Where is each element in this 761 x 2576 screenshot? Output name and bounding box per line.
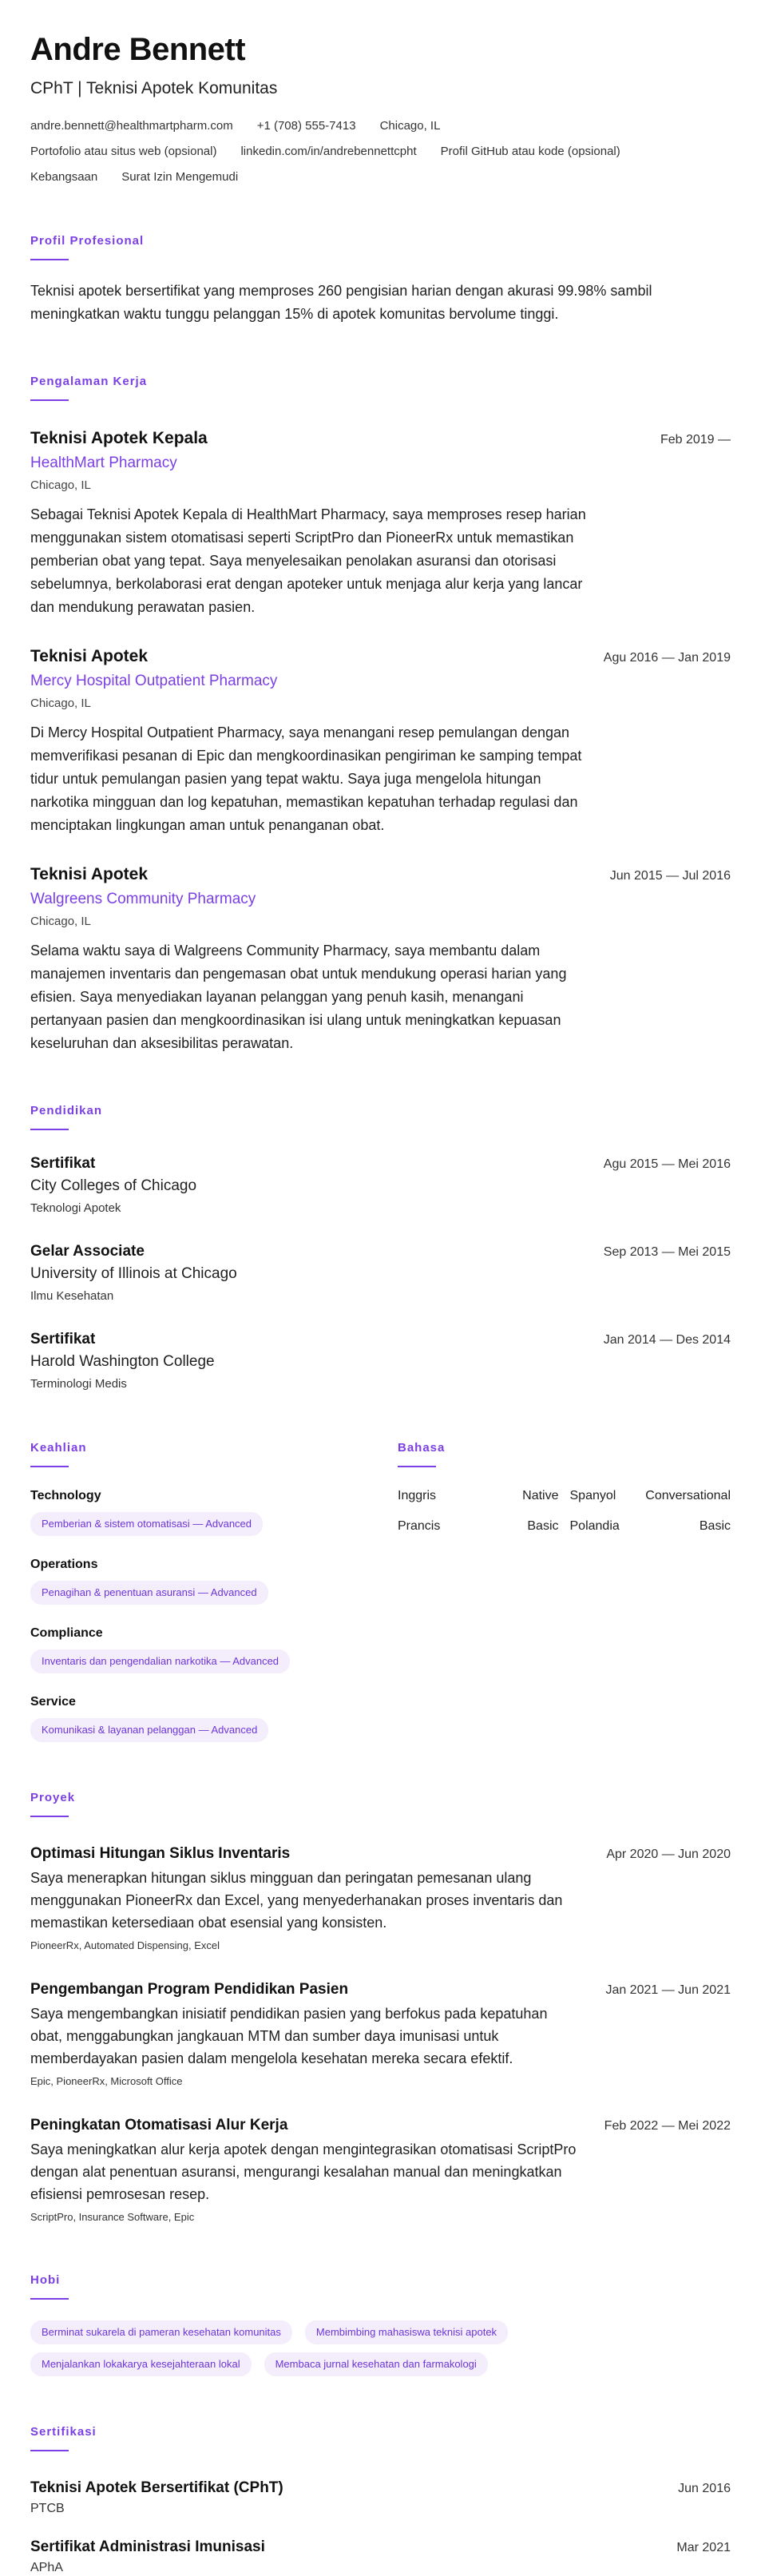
language-name: Spanyol bbox=[569, 1489, 616, 1502]
company-name: Mercy Hospital Outpatient Pharmacy bbox=[30, 673, 278, 689]
section-title: Bahasa bbox=[398, 1441, 446, 1455]
job-date: Agu 2016 — Jan 2019 bbox=[603, 651, 731, 665]
language-item bbox=[570, 1518, 731, 1534]
certification-entry bbox=[30, 2538, 731, 2576]
skill-chip: Penagihan & penentuan asuransi — Advanced bbox=[30, 1581, 268, 1605]
project-tech: PioneerRx, Automated Dispensing, Excel bbox=[30, 1939, 220, 1951]
job-date: Jun 2015 — Jul 2016 bbox=[609, 869, 731, 883]
certification-issuer: APhA bbox=[30, 2561, 63, 2574]
project-date: Jan 2021 — Jun 2021 bbox=[605, 1983, 731, 1997]
certification-date: Jun 2016 bbox=[678, 2482, 731, 2495]
project-tech: ScriptPro, Insurance Software, Epic bbox=[30, 2211, 195, 2223]
job-description: Sebagai Teknisi Apotek Kepala di HealthMart Pharmacy, saya memproses resep harian menggunakan sistem otomatisasi seperti ScriptPro dan PioneerRx untuk memastikan pemberian obat yang tepat. Saya menyelesaikan penolakan asuransi dan otorisasi sebelumnya, berkolaborasi erat dengan apoteker untuk menjaga alur kerja yang lancar dan mendukung perawatan pasien. bbox=[30, 506, 586, 615]
skill-category: Technology bbox=[30, 1489, 101, 1502]
degree: Sertifikat bbox=[30, 1155, 96, 1172]
field-of-study: Teknologi Apotek bbox=[30, 1201, 121, 1215]
education-date: Sep 2013 — Mei 2015 bbox=[603, 1245, 731, 1259]
certifications-section bbox=[30, 2424, 731, 2576]
skill-group bbox=[30, 1557, 398, 1605]
section-divider bbox=[398, 1466, 436, 1467]
summary-section bbox=[30, 233, 731, 326]
language-level: Basic bbox=[527, 1519, 559, 1533]
language-level: Native bbox=[522, 1489, 559, 1502]
summary-text: Teknisi apotek bersertifikat yang memproses 260 pengisian harian dengan akurasi 99.98% sambil meningkatkan waktu tunggu pelanggan 15% di apotek komunitas bervolume tinggi. bbox=[30, 283, 652, 322]
language-name: Inggris bbox=[398, 1489, 437, 1502]
skill-group bbox=[30, 1625, 398, 1673]
location: Chicago, IL bbox=[379, 119, 441, 133]
skill-chip: Inventaris dan pengendalian narkotika — Advanced bbox=[30, 1649, 290, 1673]
job-location: Chicago, IL bbox=[30, 697, 91, 710]
field-of-study: Ilmu Kesehatan bbox=[30, 1289, 114, 1303]
certification-date: Mar 2021 bbox=[676, 2541, 731, 2554]
experience-entry bbox=[30, 646, 731, 837]
hobby-chip: Menjalankan lokakarya kesejahteraan lokal bbox=[30, 2352, 252, 2376]
language-name: Polandia bbox=[569, 1519, 620, 1533]
projects-section bbox=[30, 1790, 731, 2225]
hobby-chip: Membimbing mahasiswa teknisi apotek bbox=[305, 2320, 508, 2344]
degree: Sertifikat bbox=[30, 1331, 96, 1348]
project-entry bbox=[30, 2116, 731, 2225]
hobby-chip: Berminat sukarela di pameran kesehatan komunitas bbox=[30, 2320, 292, 2344]
skill-chip: Pemberian & sistem otomatisasi — Advanced bbox=[30, 1512, 263, 1536]
certification-issuer: PTCB bbox=[30, 2502, 65, 2515]
skill-category: Operations bbox=[30, 1558, 98, 1571]
project-name: Peningkatan Otomatisasi Alur Kerja bbox=[30, 2117, 288, 2133]
language-level: Basic bbox=[699, 1519, 731, 1533]
language-item bbox=[398, 1488, 559, 1504]
language-item bbox=[398, 1518, 559, 1534]
portfolio-link[interactable]: Portofolio atau situs web (opsional) bbox=[30, 145, 217, 158]
project-date: Feb 2022 — Mei 2022 bbox=[604, 2119, 731, 2133]
section-title: Pengalaman Kerja bbox=[30, 375, 148, 388]
nationality: Kebangsaan bbox=[30, 170, 98, 184]
school-name: University of Illinois at Chicago bbox=[30, 1265, 237, 1282]
certification-name: Sertifikat Administrasi Imunisasi bbox=[30, 2538, 265, 2555]
school-name: Harold Washington College bbox=[30, 1353, 215, 1370]
section-divider bbox=[30, 2298, 69, 2300]
project-description: Saya menerapkan hitungan siklus mingguan dan peringatan pemesanan ulang menggunakan PioneerRx dan Excel, yang menyederhanakan proses inventaris dan memastikan ketersediaan obat esensial yang konsisten. bbox=[30, 1870, 563, 1931]
degree: Gelar Associate bbox=[30, 1243, 145, 1260]
hobby-chip: Membaca jurnal kesehatan dan farmakologi bbox=[264, 2352, 488, 2376]
project-name: Optimasi Hitungan Siklus Inventaris bbox=[30, 1845, 291, 1862]
language-item bbox=[570, 1488, 731, 1504]
company-name: Walgreens Community Pharmacy bbox=[30, 891, 256, 907]
languages-grid bbox=[398, 1488, 731, 1534]
project-description: Saya mengembangkan inisiatif pendidikan pasien yang berfokus pada kepatuhan obat, menggabungkan jangkauan MTM dan sumber daya imunisasi untuk memberdayakan pasien dalam mengelola kesehatan mereka secara efektif. bbox=[30, 2006, 548, 2066]
project-description: Saya meningkatkan alur kerja apotek dengan mengintegrasikan otomatisasi ScriptPro dengan alat penentuan asuransi, mengurangi kesalahan manual dan meningkatkan efisiensi pemrosesan resep. bbox=[30, 2141, 577, 2202]
education-entry bbox=[30, 1242, 731, 1304]
experience-entry bbox=[30, 864, 731, 1055]
education-entry bbox=[30, 1154, 731, 1217]
skill-group bbox=[30, 1488, 398, 1536]
headline: CPhT | Teknisi Apotek Komunitas bbox=[30, 79, 278, 97]
section-title: Sertifikasi bbox=[30, 2425, 97, 2439]
section-title: Proyek bbox=[30, 1791, 76, 1804]
company-name: HealthMart Pharmacy bbox=[30, 454, 177, 471]
section-title: Profil Profesional bbox=[30, 234, 145, 248]
contact-row-links bbox=[30, 144, 731, 160]
section-divider bbox=[30, 1816, 69, 1817]
contact-row-primary bbox=[30, 118, 731, 134]
email-link[interactable]: andre.bennett@healthmartpharm.com bbox=[30, 119, 233, 133]
education-date: Agu 2015 — Mei 2016 bbox=[603, 1157, 731, 1171]
language-name: Prancis bbox=[398, 1519, 441, 1533]
github-link[interactable]: Profil GitHub atau kode (opsional) bbox=[440, 145, 620, 158]
phone-number[interactable]: +1 (708) 555-7413 bbox=[256, 119, 356, 133]
job-description: Selama waktu saya di Walgreens Community Pharmacy, saya membantu dalam manajemen inventaris dan pengemasan obat untuk mendukung operasi harian yang efisien. Saya menyediakan layanan pelanggan yang penuh kasih, menangani pertanyaan pasien dan mengkoordinasikan isi ulang untuk meningkatkan kepuasan keseluruhan dan aksesibilitas perawatan. bbox=[30, 943, 567, 1051]
job-location: Chicago, IL bbox=[30, 915, 91, 928]
project-date: Apr 2020 — Jun 2020 bbox=[606, 1848, 731, 1861]
languages-section bbox=[398, 1440, 731, 1742]
job-title: Teknisi Apotek bbox=[30, 865, 149, 883]
section-title: Pendidikan bbox=[30, 1104, 103, 1117]
language-level: Conversational bbox=[645, 1489, 731, 1502]
section-divider bbox=[30, 2450, 69, 2451]
education-section bbox=[30, 1103, 731, 1392]
job-title: Teknisi Apotek bbox=[30, 647, 149, 665]
skill-group bbox=[30, 1694, 398, 1742]
skills-section bbox=[30, 1440, 398, 1742]
experience-section bbox=[30, 374, 731, 1055]
drivers-license: Surat Izin Mengemudi bbox=[121, 170, 239, 184]
job-description: Di Mercy Hospital Outpatient Pharmacy, saya menangani resep pemulangan dengan memverifikasi pesanan di Epic dan mengkoordinasikan pengiriman ke samping tempat tidur untuk pemulangan pasien yang tepat waktu. Saya juga mengelola hitungan narkotika mingguan dan log kepatuhan, memastikan kepatuhan terhadap regulasi dan menciptakan lingkungan aman untuk penanganan obat. bbox=[30, 724, 582, 833]
section-divider bbox=[30, 399, 69, 401]
skill-chip: Komunikasi & layanan pelanggan — Advanced bbox=[30, 1718, 268, 1742]
section-title: Keahlian bbox=[30, 1441, 87, 1455]
hobby-list bbox=[30, 2312, 637, 2376]
skill-category: Service bbox=[30, 1695, 76, 1709]
section-title: Hobi bbox=[30, 2273, 61, 2287]
hobbies-section bbox=[30, 2272, 731, 2376]
experience-entry bbox=[30, 428, 731, 619]
project-name: Pengembangan Program Pendidikan Pasien bbox=[30, 1981, 349, 1998]
skill-category: Compliance bbox=[30, 1626, 103, 1640]
job-title: Teknisi Apotek Kepala bbox=[30, 429, 208, 447]
section-divider bbox=[30, 1129, 69, 1130]
project-entry bbox=[30, 1844, 731, 1953]
job-date: Feb 2019 — bbox=[660, 433, 731, 447]
job-location: Chicago, IL bbox=[30, 478, 91, 492]
school-name: City Colleges of Chicago bbox=[30, 1177, 197, 1194]
linkedin-link[interactable]: linkedin.com/in/andrebennettcpht bbox=[240, 145, 417, 158]
section-divider bbox=[30, 1466, 69, 1467]
project-tech: Epic, PioneerRx, Microsoft Office bbox=[30, 2075, 183, 2087]
education-entry bbox=[30, 1330, 731, 1392]
candidate-name: Andre Bennett bbox=[30, 32, 246, 67]
header bbox=[30, 30, 731, 185]
certification-entry bbox=[30, 2479, 731, 2517]
certification-name: Teknisi Apotek Bersertifikat (CPhT) bbox=[30, 2479, 283, 2496]
project-entry bbox=[30, 1980, 731, 2089]
section-divider bbox=[30, 259, 69, 260]
skills-languages-row bbox=[30, 1440, 731, 1742]
education-date: Jan 2014 — Des 2014 bbox=[603, 1333, 731, 1347]
contact-row-extra bbox=[30, 169, 731, 185]
field-of-study: Terminologi Medis bbox=[30, 1377, 127, 1391]
